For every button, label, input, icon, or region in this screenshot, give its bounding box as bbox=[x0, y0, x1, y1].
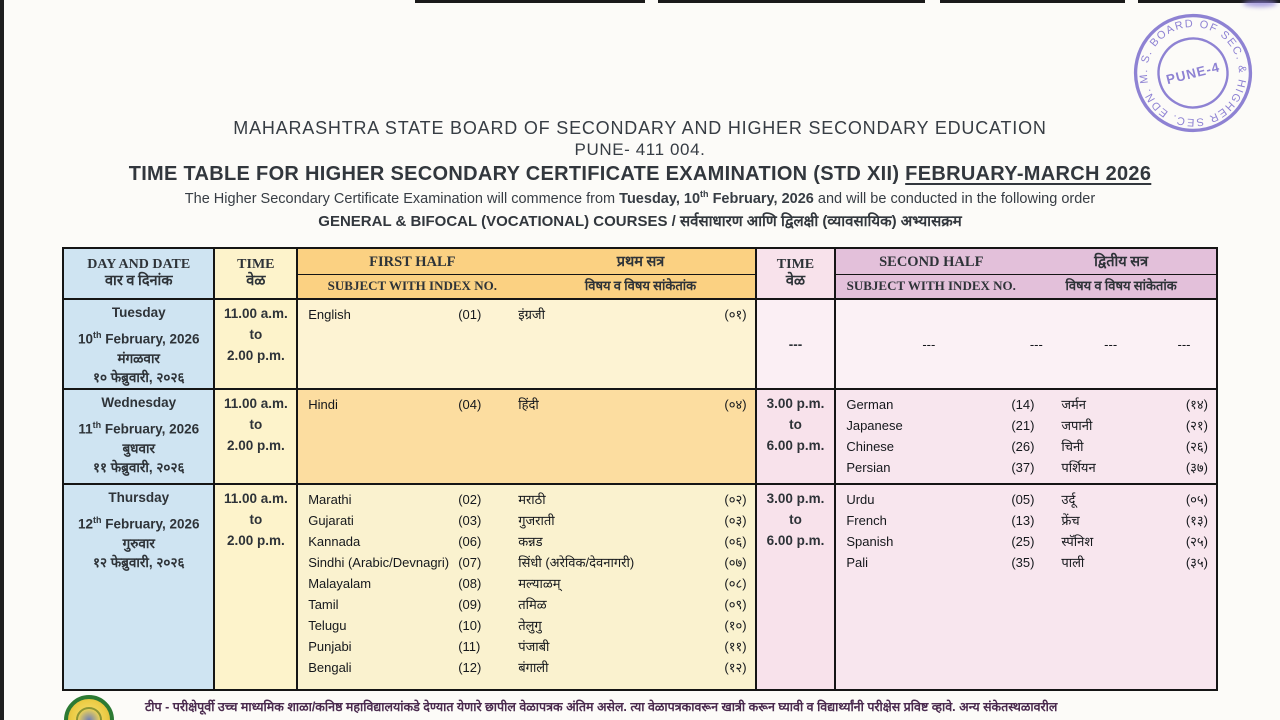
subject-code: (35) bbox=[1011, 555, 1035, 570]
subject-code: (14) bbox=[1011, 397, 1035, 412]
time-line: 11.00 a.m. bbox=[223, 306, 288, 321]
subject-name: German bbox=[846, 397, 894, 412]
title-underlined-period: FEBRUARY-MARCH 2026 bbox=[905, 163, 1152, 185]
second-half-cell bbox=[834, 485, 1216, 689]
day-cell bbox=[64, 300, 213, 388]
subject-name: Japanese bbox=[846, 418, 903, 433]
subject-line bbox=[836, 394, 1216, 415]
subject-name-marathi: --- bbox=[1104, 336, 1118, 352]
subject-code-marathi: (३५) bbox=[1185, 555, 1209, 570]
subject-code: (03) bbox=[458, 513, 482, 528]
date-en bbox=[64, 323, 213, 349]
subject-line bbox=[298, 552, 754, 573]
date-number: 11 bbox=[78, 421, 93, 436]
subject-line bbox=[298, 573, 754, 594]
subject-code: (10) bbox=[458, 618, 482, 633]
subject-line bbox=[836, 457, 1216, 478]
subject-code-marathi: (२५) bbox=[1185, 534, 1209, 549]
time-line: 6.00 p.m. bbox=[766, 438, 825, 453]
time-line: 2.00 p.m. bbox=[226, 348, 285, 363]
time-line: 6.00 p.m. bbox=[766, 533, 825, 548]
subject-name-marathi: बंगाली bbox=[518, 660, 549, 675]
time-line: to bbox=[789, 512, 802, 527]
subject-code-marathi: (२६) bbox=[1185, 439, 1209, 454]
subject-code-marathi: (०२) bbox=[724, 492, 747, 507]
day-name-en: Tuesday bbox=[111, 305, 166, 320]
subject-list bbox=[298, 390, 754, 415]
subject-code: (08) bbox=[458, 576, 482, 591]
subject-code-marathi: (०८) bbox=[724, 576, 747, 591]
scan-top-line bbox=[940, 0, 1125, 3]
first-half-cell bbox=[296, 300, 754, 388]
subject-code: (07) bbox=[458, 555, 482, 570]
time-lines bbox=[757, 390, 835, 456]
col-header-time-first bbox=[213, 249, 296, 298]
time-line: to bbox=[249, 417, 263, 432]
timetable bbox=[62, 247, 1218, 691]
subject-name: Marathi bbox=[308, 492, 352, 507]
subject-name: Telugu bbox=[308, 618, 347, 633]
document-header bbox=[0, 118, 1280, 231]
time-header-en: TIME bbox=[237, 257, 275, 272]
day-cell bbox=[64, 390, 213, 483]
subject-code: (09) bbox=[458, 597, 482, 612]
subject-name-marathi: उर्दू bbox=[1061, 492, 1076, 507]
col-header-first-half bbox=[296, 249, 754, 298]
subject-code-marathi: (०५) bbox=[1185, 492, 1209, 507]
time-cell-second bbox=[755, 390, 835, 483]
subject-code: (11) bbox=[458, 639, 481, 654]
subject-code: (12) bbox=[458, 660, 482, 675]
time-lines bbox=[215, 300, 296, 366]
date-rest: February, 2026 bbox=[101, 516, 200, 531]
col-header-time-second bbox=[755, 249, 835, 298]
subject-line bbox=[836, 489, 1216, 510]
first-half-mr: प्रथम सत्र bbox=[616, 254, 665, 270]
time-line: to bbox=[789, 417, 802, 432]
timetable-title bbox=[0, 163, 1280, 186]
subject-header-mr: विषय व विषय सांकेतांक bbox=[584, 278, 697, 293]
date-en bbox=[64, 508, 213, 534]
time-line: 3.00 p.m. bbox=[766, 491, 825, 506]
subject-code-marathi: (०३) bbox=[724, 513, 747, 528]
date-number: 12 bbox=[77, 516, 93, 531]
time-cell-first bbox=[213, 485, 296, 689]
subject-name: Malayalam bbox=[308, 576, 372, 591]
col-header-second-half bbox=[834, 249, 1216, 298]
subject-code: (37) bbox=[1011, 460, 1035, 475]
subject-name: Bengali bbox=[308, 660, 352, 675]
subject-line bbox=[298, 657, 754, 678]
exam-intro-line bbox=[0, 189, 1280, 207]
subject-name-marathi: पर्शियन bbox=[1061, 460, 1096, 475]
time2-header-en: TIME bbox=[776, 257, 815, 272]
subject-line bbox=[836, 334, 1216, 355]
day-name-mr: बुधवार bbox=[122, 440, 156, 456]
subject-name-marathi: तमिळ bbox=[518, 597, 547, 612]
first-half-subtitle bbox=[298, 275, 754, 296]
subject-code-marathi: (०४) bbox=[724, 397, 747, 412]
time-header-mr: वेळ bbox=[246, 273, 266, 289]
time-cell-first bbox=[213, 390, 296, 483]
subject-code-marathi: (१४) bbox=[1185, 397, 1209, 412]
subject-code-marathi: (११) bbox=[724, 639, 747, 654]
second-half-en: SECOND HALF bbox=[879, 254, 984, 270]
subject-list bbox=[836, 485, 1216, 573]
second-half-cell bbox=[834, 390, 1216, 483]
subject-code-marathi: (०१) bbox=[724, 307, 747, 322]
table-row bbox=[64, 298, 1216, 388]
subject-name-marathi: पंजाबी bbox=[518, 639, 550, 654]
subject-code: (21) bbox=[1011, 418, 1035, 433]
day-cell bbox=[64, 485, 213, 689]
board-emblem-center bbox=[76, 707, 102, 720]
day-name-mr: गुरुवार bbox=[122, 535, 155, 551]
subject-line bbox=[298, 636, 754, 657]
scan-top-line bbox=[658, 0, 925, 3]
intro-post: and will be conducted in the following order bbox=[813, 190, 1096, 207]
date-ordinal: th bbox=[92, 329, 102, 340]
footer-note-row bbox=[0, 690, 1280, 720]
subject-line bbox=[298, 489, 754, 510]
time-line: 11.00 a.m. bbox=[223, 491, 288, 506]
second-half-cell bbox=[834, 300, 1216, 388]
time-lines bbox=[215, 485, 296, 551]
title-main: TIME TABLE FOR HIGHER SECONDARY CERTIFICATE EXAMINATION (STD XII) bbox=[128, 163, 906, 185]
time-line: 11.00 a.m. bbox=[223, 396, 288, 411]
subject-line bbox=[298, 615, 754, 636]
subject-list bbox=[298, 485, 754, 678]
subject-name: Punjabi bbox=[308, 639, 352, 654]
subject-name: Kannada bbox=[308, 534, 361, 549]
time-line: --- bbox=[788, 336, 803, 352]
time-cell-second bbox=[755, 300, 835, 388]
subject-code: (06) bbox=[458, 534, 482, 549]
subject-name: --- bbox=[922, 336, 936, 352]
subject-line bbox=[836, 552, 1216, 573]
subject-code-marathi: (३७) bbox=[1185, 460, 1209, 475]
subject-code-marathi: (०६) bbox=[724, 534, 747, 549]
time-line: to bbox=[249, 512, 263, 527]
date-mr: ११ फेब्रुवारी, २०२६ bbox=[92, 460, 185, 475]
subject-name: Chinese bbox=[846, 439, 895, 454]
subject-line bbox=[836, 436, 1216, 457]
subject-name: Urdu bbox=[846, 492, 875, 507]
date-number: 10 bbox=[77, 331, 93, 346]
subject-line bbox=[836, 531, 1216, 552]
subject-code: (04) bbox=[458, 397, 482, 412]
subject-line bbox=[298, 594, 754, 615]
subject-name-marathi: स्पॅनिश bbox=[1061, 534, 1094, 549]
subject2-header-en: SUBJECT WITH INDEX NO. bbox=[846, 278, 1016, 293]
subject-name-marathi: पाली bbox=[1061, 555, 1085, 570]
subject-name-marathi: इंग्रजी bbox=[518, 307, 545, 322]
day-header-mr: वार व दिनांक bbox=[105, 273, 173, 289]
time-lines bbox=[215, 390, 296, 456]
table-row bbox=[64, 483, 1216, 689]
subject-name: Sindhi (Arabic/Devnagri) bbox=[308, 555, 450, 570]
first-half-cell bbox=[296, 390, 754, 483]
stamp-center-text: PUNE-4 bbox=[1164, 59, 1222, 88]
time-lines bbox=[757, 485, 835, 551]
table-row bbox=[64, 388, 1216, 483]
date-mr: १२ फेब्रुवारी, २०२६ bbox=[92, 555, 185, 570]
scan-top-line bbox=[415, 0, 645, 3]
date-ordinal: th bbox=[92, 419, 102, 430]
subject-code-marathi: (१३) bbox=[1185, 513, 1209, 528]
subject-code-marathi: (०९) bbox=[724, 597, 747, 612]
subject-line bbox=[836, 510, 1216, 531]
subject-code: (01) bbox=[458, 307, 482, 322]
subject2-header-mr: विषय व विषय सांकेतांक bbox=[1065, 278, 1177, 293]
board-address: PUNE- 411 004. bbox=[574, 140, 706, 159]
day-name-en: Thursday bbox=[108, 490, 170, 505]
subject-name: English bbox=[308, 307, 351, 322]
time2-header-mr: वेळ bbox=[785, 273, 806, 289]
subject-name: Tamil bbox=[308, 597, 339, 612]
time-cell-first bbox=[213, 300, 296, 388]
subject-name-marathi: कन्नड bbox=[518, 534, 543, 549]
subject-line bbox=[298, 304, 754, 325]
footer-note-text: टीप - परीक्षेपूर्वी उच्च माध्यमिक शाळा/कनिष्ठ महाविद्यालयांकडे देण्यात येणारे छापील वेळापत्रक अंतिम असेल. त्या वेळापत्रकावरून खात्री करून घ्यावी व विद्यार्थ्यांनी परीक्षेस प्रविष्ट व्हावे. अन्य संकेतस्थळावरील bbox=[145, 700, 1058, 714]
intro-pre: The Higher Secondary Certificate Examination will commence from bbox=[184, 190, 620, 207]
date-rest: February, 2026 bbox=[101, 331, 200, 346]
time-cell-second bbox=[755, 485, 835, 689]
col-header-day-date bbox=[64, 249, 213, 298]
time-line: 2.00 p.m. bbox=[226, 438, 285, 453]
subject-line bbox=[298, 531, 754, 552]
subject-name: French bbox=[846, 513, 887, 528]
subject-code: --- bbox=[1029, 336, 1043, 352]
subject-code-marathi: (१०) bbox=[724, 618, 747, 633]
subject-code-marathi: (२१) bbox=[1185, 418, 1209, 433]
subject-name-marathi: तेलुगु bbox=[518, 618, 542, 633]
subject-name-marathi: चिनी bbox=[1061, 439, 1084, 454]
board-name: MAHARASHTRA STATE BOARD OF SECONDARY AND HIGHER SECONDARY EDUCATION bbox=[233, 118, 1047, 138]
time-lines bbox=[757, 334, 835, 355]
second-half-mr: द्वितीय सत्र bbox=[1094, 254, 1149, 270]
subject-name-marathi: हिंदी bbox=[518, 397, 539, 412]
subject-name-marathi: जर्मन bbox=[1061, 397, 1086, 412]
subject-header-en: SUBJECT WITH INDEX NO. bbox=[327, 278, 497, 293]
subject-name-marathi: जपानी bbox=[1061, 418, 1093, 433]
subject-code-marathi: (१२) bbox=[724, 660, 747, 675]
subject-code: (02) bbox=[458, 492, 482, 507]
second-half-subtitle bbox=[836, 275, 1216, 296]
course-line: GENERAL & BIFOCAL (VOCATIONAL) COURSES / सर्वसाधारण आणि द्विलक्षी (व्यावसायिक) अभ्यासक्रम bbox=[318, 212, 962, 230]
subject-name: Persian bbox=[846, 460, 891, 475]
subject-code-marathi: --- bbox=[1177, 336, 1191, 352]
time-line: 2.00 p.m. bbox=[226, 533, 285, 548]
first-half-en: FIRST HALF bbox=[369, 254, 456, 270]
subject-code: (25) bbox=[1011, 534, 1035, 549]
subject-list bbox=[298, 300, 754, 325]
subject-code: (26) bbox=[1011, 439, 1035, 454]
subject-name-marathi: मल्याळम् bbox=[518, 576, 561, 591]
subject-name: Spanish bbox=[846, 534, 894, 549]
date-mr: १० फेब्रुवारी, २०२६ bbox=[92, 370, 185, 385]
board-emblem-logo bbox=[64, 695, 114, 720]
day-name-en: Wednesday bbox=[101, 395, 177, 410]
subject-line bbox=[298, 394, 754, 415]
subject-line bbox=[836, 415, 1216, 436]
subject-name-marathi: फ्रेंच bbox=[1061, 513, 1080, 528]
intro-date-rest: February, 2026 bbox=[708, 190, 814, 207]
subject-code: (05) bbox=[1011, 492, 1035, 507]
date-rest: February, 2026 bbox=[101, 421, 200, 436]
day-name-mr: मंगळवार bbox=[117, 350, 160, 366]
subject-name-marathi: सिंधी (अरेविक/देवनागरी) bbox=[518, 555, 635, 570]
table-header-row bbox=[64, 249, 1216, 298]
stamp-ring-text: M. S. BOARD OF SEC. & HIGHER SEC. EDN. ★ bbox=[1104, 14, 1249, 129]
date-en bbox=[64, 413, 213, 439]
subject-name-marathi: मराठी bbox=[518, 492, 546, 507]
time-line: 3.00 p.m. bbox=[766, 396, 825, 411]
subject-name: Hindi bbox=[308, 397, 338, 412]
subject-code-marathi: (०७) bbox=[724, 555, 747, 570]
day-header-en: DAY AND DATE bbox=[87, 257, 191, 272]
scan-edge-bar bbox=[0, 0, 4, 720]
first-half-title bbox=[298, 249, 754, 275]
subject-list bbox=[836, 390, 1216, 478]
intro-date-sup: th bbox=[700, 189, 709, 199]
second-half-title bbox=[836, 249, 1216, 275]
subject-name: Pali bbox=[846, 555, 869, 570]
intro-date: Tuesday, 10 bbox=[619, 190, 701, 207]
subject-code: (13) bbox=[1011, 513, 1035, 528]
subject-name-marathi: गुजराती bbox=[518, 513, 555, 528]
subject-list bbox=[836, 334, 1216, 355]
first-half-cell bbox=[296, 485, 754, 689]
date-ordinal: th bbox=[92, 514, 102, 525]
subject-name: Gujarati bbox=[308, 513, 354, 528]
subject-line bbox=[298, 510, 754, 531]
time-line: to bbox=[249, 327, 263, 342]
